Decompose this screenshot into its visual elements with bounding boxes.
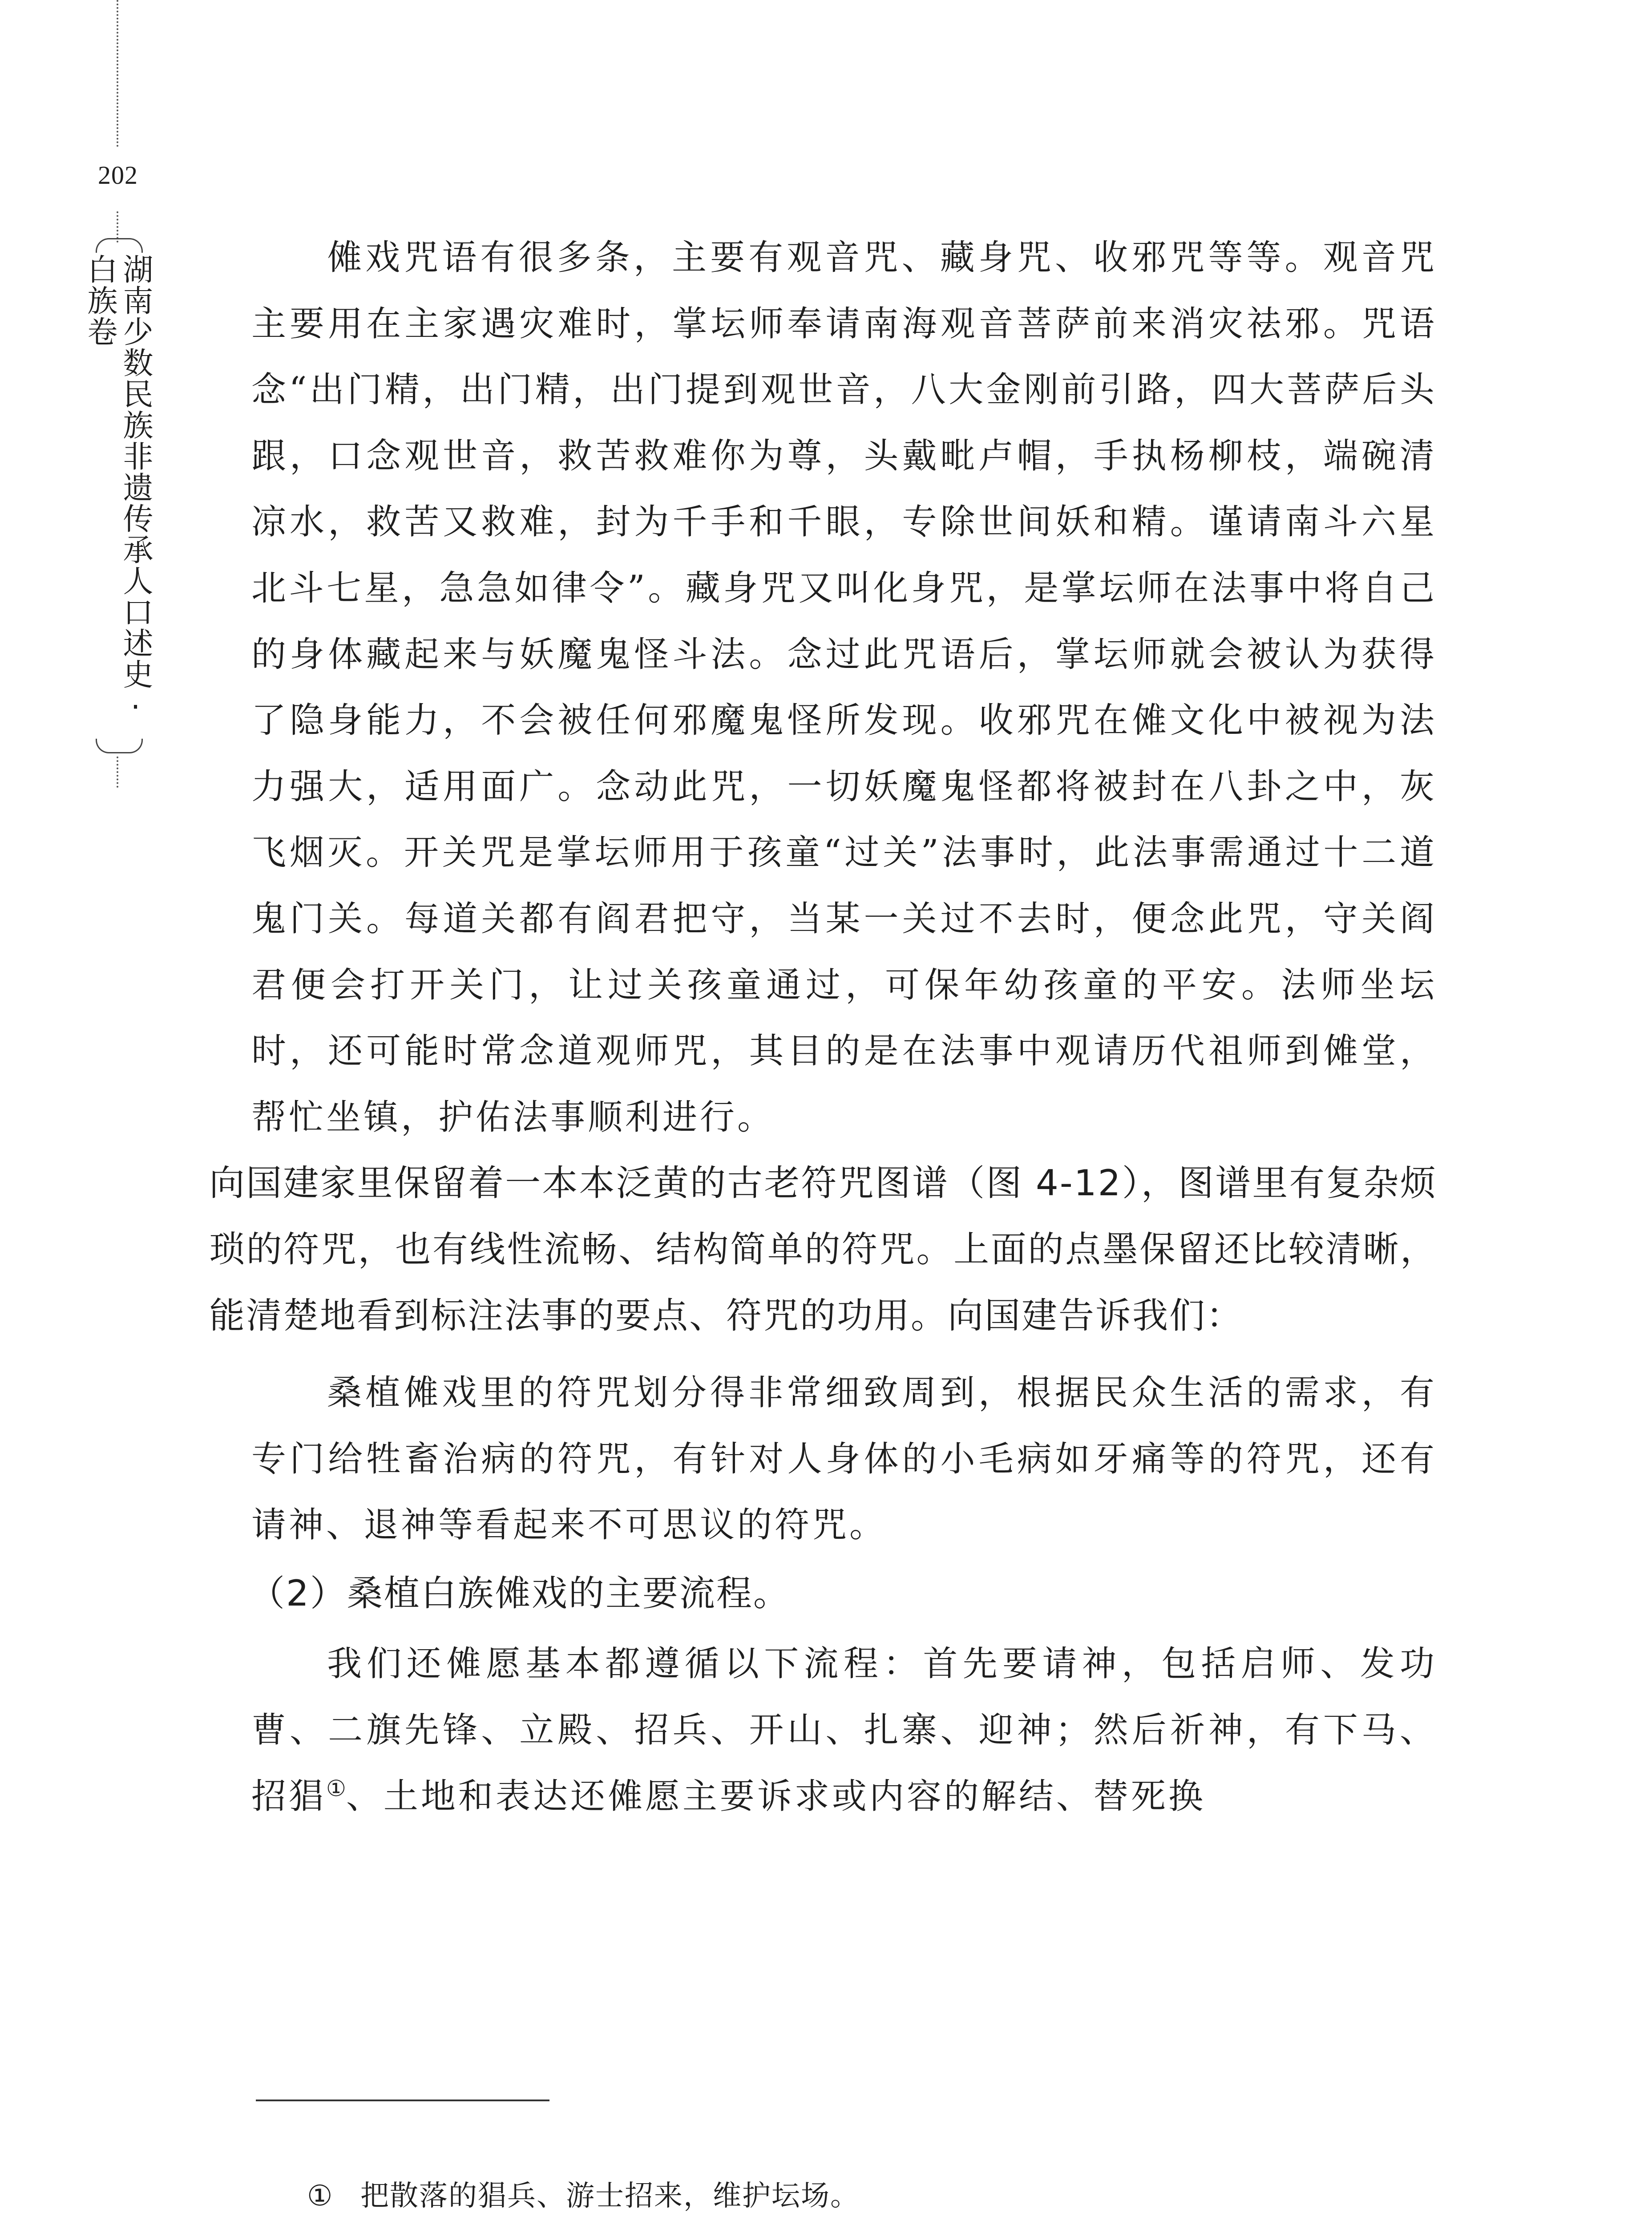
quote-paragraph-incantations: 傩戏咒语有很多条，主要有观音咒、藏身咒、收邪咒等等。观音咒主要用在主家遇灾难时，掌坛师奉请南海观音菩萨前来消灾祛邪。咒语念“出门精，出门精，出门提到观世音，八大金刚前引路，四大菩萨后头跟，口念观世音，救苦救难你为尊，头戴毗卢帽，手执杨柳枝，端碗清凉水，救苦又救难，封为千手和千眼，专除世间妖和精。谨请南斗六星北斗七星，急急如律令”。藏身咒又叫化身咒，是掌坛师在法事中将自己的身体藏起来与妖魔鬼怪斗法。念过此咒语后，掌坛师就会被认为获得了隐身能力，不会被任何邪魔鬼怪所发现。收邪咒在傩文化中被视为法力强大，适用面广。念动此咒，一切妖魔鬼怪都将被封在八卦之中，灰飞烟灭。开关咒是掌坛师用于孩童“过关”法事时，此法事需通过十二道鬼门关。每道关都有阎君把守，当某一关过不去时，便念此咒，守关阎君便会打开关门，让过关孩童通过，可保年幼孩童的平安。法师坐坛时，还可能时常念道观师咒，其目的是在法事中观请历代祖师到傩堂，帮忙坐镇，护佑法事顺利进行。 (251, 238, 1437, 1137)
footnote-separator-rule (256, 2100, 549, 2101)
section-heading-main-process: （2）桑植白族傩戏的主要流程。 (249, 1572, 790, 1614)
page-number: 202 (98, 161, 138, 190)
title-bracket-top (96, 238, 143, 253)
running-book-title: 湖南少数民族非遗传承人口述史·白族卷 (82, 254, 153, 726)
quote-paragraph-talisman-types: 桑植傩戏里的符咒划分得非常细致周到，根据民众生活的需求，有专门给牲畜治病的符咒，有针对人身体的小毛病如牙痛等的符咒，还有请神、退神等看起来不可思议的符咒。 (251, 1373, 1437, 1545)
footnote-mark: ① (307, 2180, 334, 2213)
narrative-paragraph-talisman-book: 向国建家里保留着一本本泛黄的古老符咒图谱（图 4-12），图谱里有复杂烦琐的符咒，也有线性流畅、结构简单的符咒。上面的点墨保留还比较清晰，能清楚地看到标注法事的要点、符咒的功用。向国建告诉我们： (209, 1162, 1437, 1336)
margin-dotted-line-bottom (117, 756, 118, 788)
footnote-text: 把散落的猖兵、游士招来，维护坛场。 (360, 2180, 860, 2213)
ritual-process-text-end: 、土地和表达还傩愿主要诉求或内容的解结、替死换 (346, 1776, 1206, 1816)
body-text (209, 225, 1437, 1829)
ritual-process-text-start: 我们还傩愿基本都遵循以下流程：首先要请神，包括启师、发功曹、二旗先锋、立殿、招兵、开山、扎寨、迎神；然后祈神，有下马、招猖 (251, 1644, 1437, 1816)
quote-paragraph-ritual-process (251, 1631, 1437, 1829)
title-bracket-bottom (96, 739, 143, 753)
footnote-reference-mark: ① (326, 1775, 346, 1801)
margin-dotted-line-top (117, 0, 118, 147)
footnote (307, 2176, 1375, 2216)
